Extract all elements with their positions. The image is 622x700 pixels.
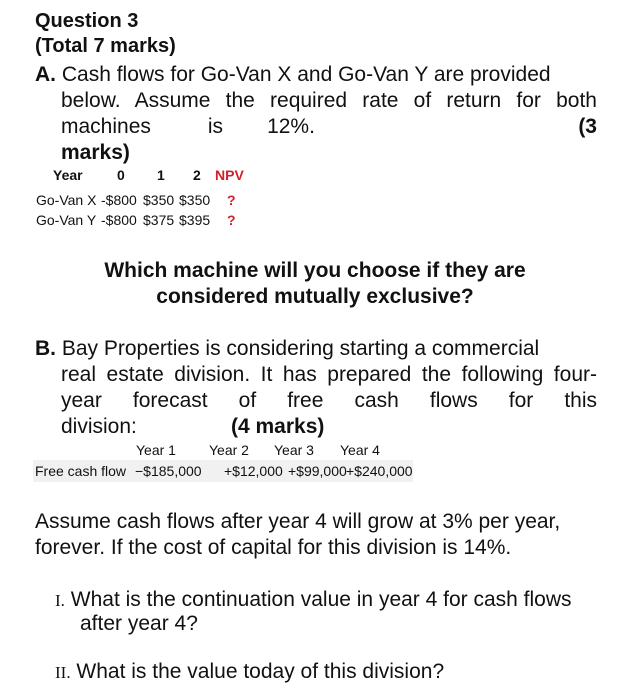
fcf-year-3: +$99,000 <box>288 463 347 479</box>
part-b-line4 <box>61 414 597 440</box>
part-a-text-1: Cash flows for Go-Van X and Go-Van Y are provided <box>61 63 551 86</box>
part-b-line2: real estate division. It has prepared the following four- <box>61 363 597 386</box>
col-year: Year <box>53 167 83 183</box>
sub-question-1 <box>55 587 600 614</box>
rate-value: 12%. <box>267 115 315 138</box>
question-line-2: considered mutually exclusive? <box>156 285 474 308</box>
fcf-row <box>33 460 413 482</box>
row-name: Go-Van X <box>36 192 97 208</box>
row-name: Go-Van Y <box>36 212 97 228</box>
npv-unknown: ? <box>227 192 236 208</box>
cf-2: $395 <box>179 212 211 228</box>
npv-unknown: ? <box>227 212 236 228</box>
part-a-line3 <box>61 114 597 140</box>
col-year-2: Year 2 <box>209 442 249 458</box>
numeral-i: I. <box>55 591 65 610</box>
part-b-label: B. <box>35 337 56 360</box>
total-marks: (Total 7 marks) <box>35 35 176 57</box>
word-machines: machines <box>61 115 151 138</box>
part-a-line3-left <box>61 114 315 140</box>
question-title: Question 3 <box>35 10 139 32</box>
col-0: 0 <box>117 167 125 183</box>
sub-question-2-text: What is the value today of this division? <box>76 660 445 683</box>
cf-2: $350 <box>179 192 211 208</box>
fcf-year-1: −$185,000 <box>135 463 202 479</box>
part-b-line1 <box>35 336 597 362</box>
col-1: 1 <box>157 167 165 183</box>
cf-0: -$800 <box>101 192 137 208</box>
cf-1: $375 <box>143 212 175 228</box>
cf-1: $350 <box>143 192 175 208</box>
sub-question-2 <box>55 659 600 686</box>
assumption-line2: forever. If the cost of capital for this division is 14%. <box>35 536 512 559</box>
numeral-ii: II. <box>55 663 71 682</box>
part-a-line1 <box>35 62 597 88</box>
part-a-line2: below. Assume the required rate of return for both <box>61 89 597 112</box>
part-a-marks-open: (3 <box>578 115 597 138</box>
fcf-year-4: +$240,000 <box>346 463 413 479</box>
sub-question-1-text: What is the continuation value in year 4 for cash flows <box>70 588 572 611</box>
question-line-1: Which machine will you choose if they are <box>104 259 526 282</box>
fcf-year-2: +$12,000 <box>224 463 283 479</box>
part-a-marks-close: marks) <box>61 141 130 164</box>
col-year-3: Year 3 <box>274 442 314 458</box>
part-b-text-1: Bay Properties is considering starting a commercial <box>61 337 540 360</box>
word-division: division: <box>61 415 137 438</box>
col-2: 2 <box>193 167 201 183</box>
row-label: Free cash flow <box>35 463 127 479</box>
cf-0: -$800 <box>101 212 137 228</box>
part-b-line3: year forecast of free cash flows for this <box>61 389 597 412</box>
col-year-1: Year 1 <box>136 442 176 458</box>
col-npv: NPV <box>215 167 244 183</box>
sub-question-1-cont: after year 4? <box>80 612 198 635</box>
col-year-4: Year 4 <box>340 442 380 458</box>
assumption-line1: Assume cash flows after year 4 will grow at 3% per year, <box>35 510 561 533</box>
part-b-marks: (4 marks) <box>231 415 325 438</box>
word-is: is <box>207 115 224 138</box>
part-a-question <box>0 258 622 310</box>
part-a-label: A. <box>35 63 56 86</box>
